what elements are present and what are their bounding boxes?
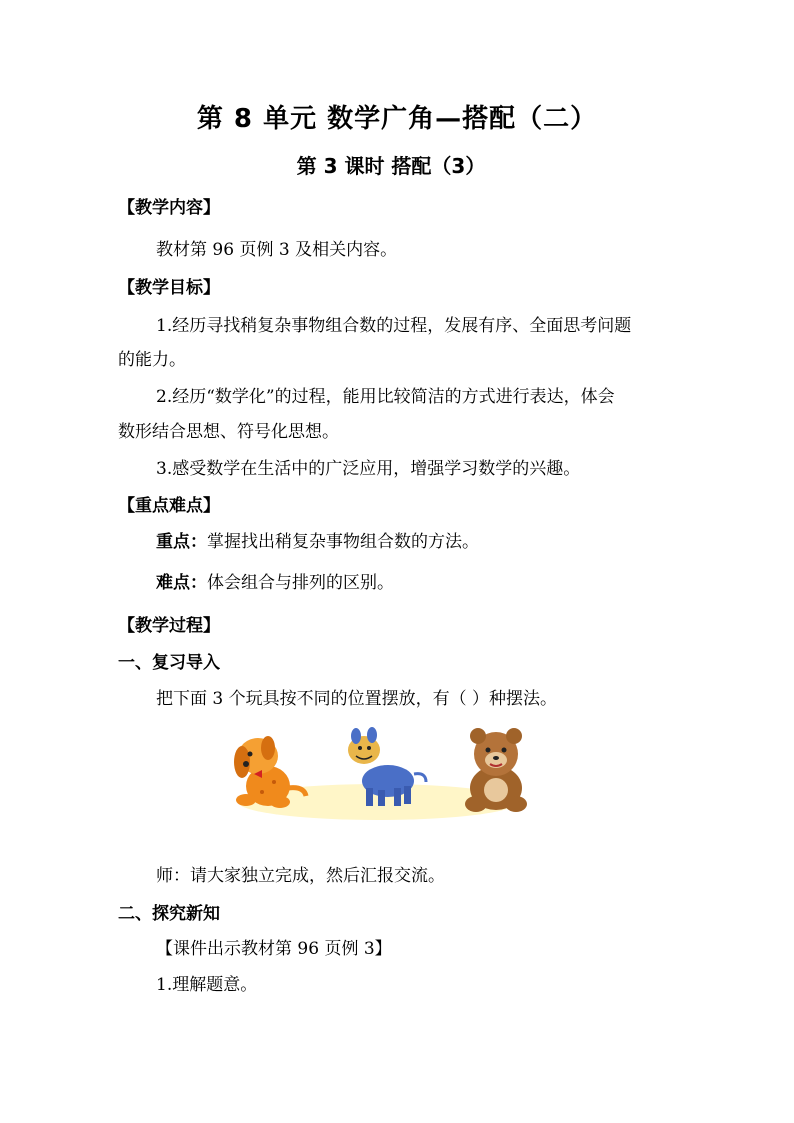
bear-toy-icon <box>465 728 527 812</box>
step-1: 1.理解题意。 <box>156 975 258 995</box>
difficult-point-text: 体会组合与排列的区别。 <box>207 573 394 593</box>
lesson-subtitle: 第 3 课时 搭配（3） <box>296 154 486 178</box>
courseware-line: 【课件出示教材第 96 页例 3】 <box>156 939 392 959</box>
toys-illustration <box>228 726 538 824</box>
goal-1-line-2: 的能力。 <box>118 350 186 370</box>
part-2-heading: 二、探究新知 <box>118 904 220 924</box>
goal-1-line-1: 1.经历寻找稍复杂事物组合数的过程，发展有序、全面思考问题 <box>156 316 632 336</box>
content-text: 教材第 96 页例 3 及相关内容。 <box>156 240 398 260</box>
section-heading-goals: 【教学目标】 <box>118 278 220 298</box>
unit-title: 第 8 单元 数学广角—搭配（二） <box>196 104 598 134</box>
section-heading-process: 【教学过程】 <box>118 616 220 636</box>
part-1-heading: 一、复习导入 <box>118 653 220 673</box>
difficult-point-line <box>156 571 394 595</box>
difficult-point-label: 难点： <box>156 573 207 593</box>
key-point-label: 重点： <box>156 532 207 552</box>
goal-2-line-2: 数形结合思想、符号化思想。 <box>118 422 339 442</box>
goal-2-line-1: 2.经历“数学化”的过程，能用比较简洁的方式进行表达，体会 <box>156 387 615 407</box>
section-heading-keypoints: 【重点难点】 <box>118 496 220 516</box>
teacher-line: 师：请大家独立完成，然后汇报交流。 <box>156 866 445 886</box>
key-point-text: 掌握找出稍复杂事物组合数的方法。 <box>207 532 479 552</box>
part-1-text: 把下面 3 个玩具按不同的位置摆放，有（ ）种摆法。 <box>156 689 558 709</box>
section-heading-content: 【教学内容】 <box>118 198 220 218</box>
key-point-line <box>156 530 479 554</box>
goal-3: 3.感受数学在生活中的广泛应用，增强学习数学的兴趣。 <box>156 459 581 479</box>
